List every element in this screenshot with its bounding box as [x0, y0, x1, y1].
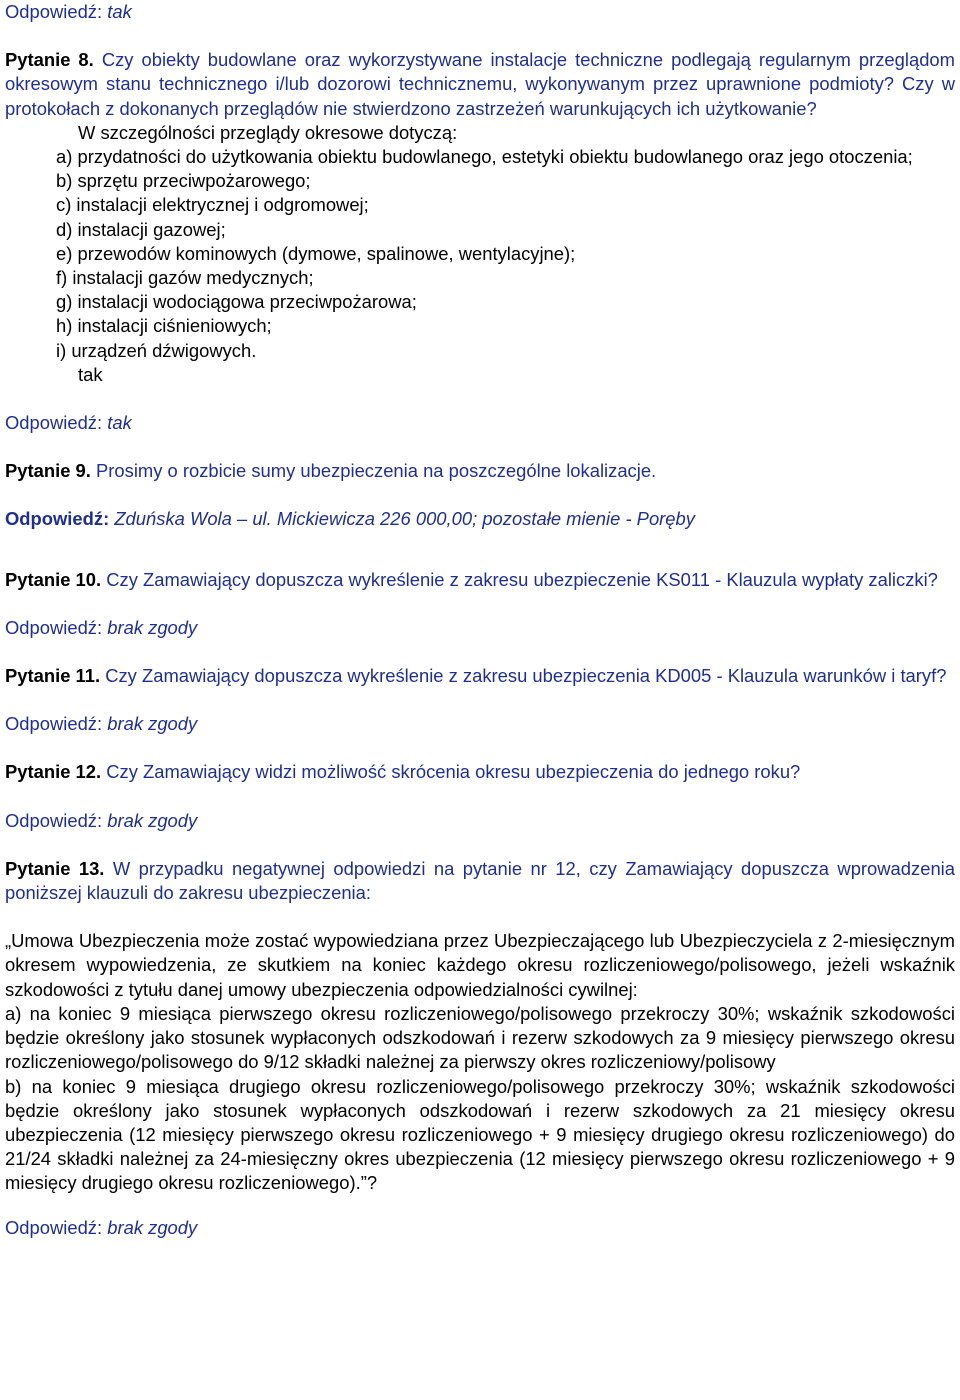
question-body: Prosimy o rozbicie sumy ubezpieczenia na poszczególne lokalizacje. [96, 460, 657, 482]
question-label: Pytanie 9. [5, 460, 91, 482]
question-text [5, 857, 955, 905]
reply-intro: W szczególności przeglądy okresowe dotyczą: [78, 121, 458, 143]
list-item: d) instalacji gazowej; [56, 218, 226, 240]
question-8 [5, 48, 955, 435]
question-text [5, 459, 955, 483]
answer [5, 507, 955, 531]
question-body: W przypadku negatywnej odpowiedzi na pytanie nr 12, czy Zamawiający dopuszcza wprowadzenia poniższej klauzuli do zakresu ubezpieczenia: [5, 857, 955, 904]
list-item: f) instalacji gazów medycznych; [56, 267, 314, 289]
answer-label: Odpowiedź: [5, 412, 103, 434]
clause-intro: „Umowa Ubezpieczenia może zostać wypowiedziana przez Ubezpieczającego lub Ubezpieczyciela z 2-miesięcznym okresem wypowiedzenia, ze skutkiem na koniec każdego okresu rozliczeniowego/polisowego, jeżeli wskaźnik szkodowości z tytułu danej umowy ubezpieczenia odpowiedzialności cywilnej: [5, 930, 955, 1000]
question-label: Pytanie 13. [5, 857, 105, 879]
question-text [5, 760, 955, 784]
answer-value: brak zgody [107, 616, 198, 638]
top-answer [5, 0, 955, 24]
answer-value: tak [107, 412, 132, 434]
inspection-list [56, 145, 955, 363]
question-body: Czy Zamawiający dopuszcza wykreślenie z zakresu ubezpieczenia KD005 - Klauzula warunków i taryf? [105, 665, 947, 687]
answer [5, 809, 955, 833]
question-label: Pytanie 11. [5, 665, 101, 687]
proposed-clause [5, 929, 955, 1195]
question-11 [5, 664, 955, 736]
question-13 [5, 857, 955, 1240]
answer-value: tak [107, 1, 132, 22]
question-text [5, 48, 955, 121]
question-label: Pytanie 12. [5, 761, 102, 783]
question-9 [5, 459, 955, 531]
list-item: c) instalacji elektrycznej i odgromowej; [56, 194, 369, 216]
list-item: b) sprzętu przeciwpożarowego; [56, 170, 311, 192]
question-text [5, 568, 955, 592]
answer [5, 712, 955, 736]
question-label: Pytanie 8. [5, 49, 94, 71]
list-item: h) instalacji ciśnieniowych; [56, 315, 272, 337]
question-8-reply [5, 121, 955, 387]
answer-label: Odpowiedź: [5, 1, 103, 22]
list-item: a) przydatności do użytkowania obiektu budowlanego, estetyki obiektu budowlanego oraz jego otoczenia; [56, 146, 913, 168]
question-text [5, 664, 955, 688]
answer-value: Zduńska Wola – ul. Mickiewicza 226 000,00; pozostałe mienie - Poręby [114, 508, 695, 530]
answer-value: brak zgody [107, 1216, 198, 1238]
answer-label: Odpowiedź: [5, 713, 103, 735]
clause-item-a: a) na koniec 9 miesiąca pierwszego okresu rozliczeniowego/polisowego przekroczy 30%; wskaźnik szkodowości będzie określony jako stosunek wypłaconych odszkodowań i rezerw szkodowych za 9 miesięcy pierwszego okresu rozliczeniowego/polisowego do 9/12 składki należnej za pierwszy okres rozliczeniowy/polisowy [5, 1002, 955, 1073]
list-item: i) urządzeń dźwigowych. [56, 339, 257, 361]
answer-label: Odpowiedź: [5, 508, 110, 530]
question-10 [5, 568, 955, 640]
answer [5, 1216, 955, 1240]
question-body: Czy obiekty budowlane oraz wykorzystywane instalacje techniczne podlegają regularnym przeglądom okresowym stanu technicznego i/lub dozorowi technicznemu, wykonywanym przez uprawnione podmioty? Czy w protokołach z dokonanych przeglądów nie stwierdzono zastrzeżeń warunkujących ich użytkowanie? [5, 49, 955, 119]
question-body: Czy Zamawiający dopuszcza wykreślenie z zakresu ubezpieczenie KS011 - Klauzula wypłaty zaliczki? [106, 568, 938, 590]
question-label: Pytanie 10. [5, 568, 102, 590]
answer-value: brak zgody [107, 809, 198, 831]
answer-label: Odpowiedź: [5, 616, 103, 638]
question-body: Czy Zamawiający widzi możliwość skrócenia okresu ubezpieczenia do jednego roku? [106, 761, 801, 783]
list-item: e) przewodów kominowych (dymowe, spalinowe, wentylacyjne); [56, 242, 576, 264]
question-12 [5, 760, 955, 832]
answer-label: Odpowiedź: [5, 809, 103, 831]
answer-value: brak zgody [107, 713, 198, 735]
reply-value: tak [78, 363, 103, 385]
answer-label: Odpowiedź: [5, 1216, 103, 1238]
answer [5, 411, 955, 435]
answer [5, 616, 955, 640]
clause-item-b: b) na koniec 9 miesiąca drugiego okresu rozliczeniowego/polisowego przekroczy 30%; wskaźnik szkodowości będzie określony jako stosunek wypłaconych odszkodowań i rezerw szkodowych za 21 miesięcy okresu ubezpieczenia (12 miesięcy pierwszego okresu rozliczeniowego + 9 miesięcy drugiego okresu rozliczeniowego) do 21/24 składki należnej za 24-miesięczny okres ubezpieczenia (12 miesięcy pierwszego okresu rozliczeniowego + 9 miesięcy drugiego okresu rozliczeniowego).”? [5, 1075, 955, 1194]
list-item: g) instalacji wodociągowa przeciwpożarowa; [56, 291, 417, 313]
